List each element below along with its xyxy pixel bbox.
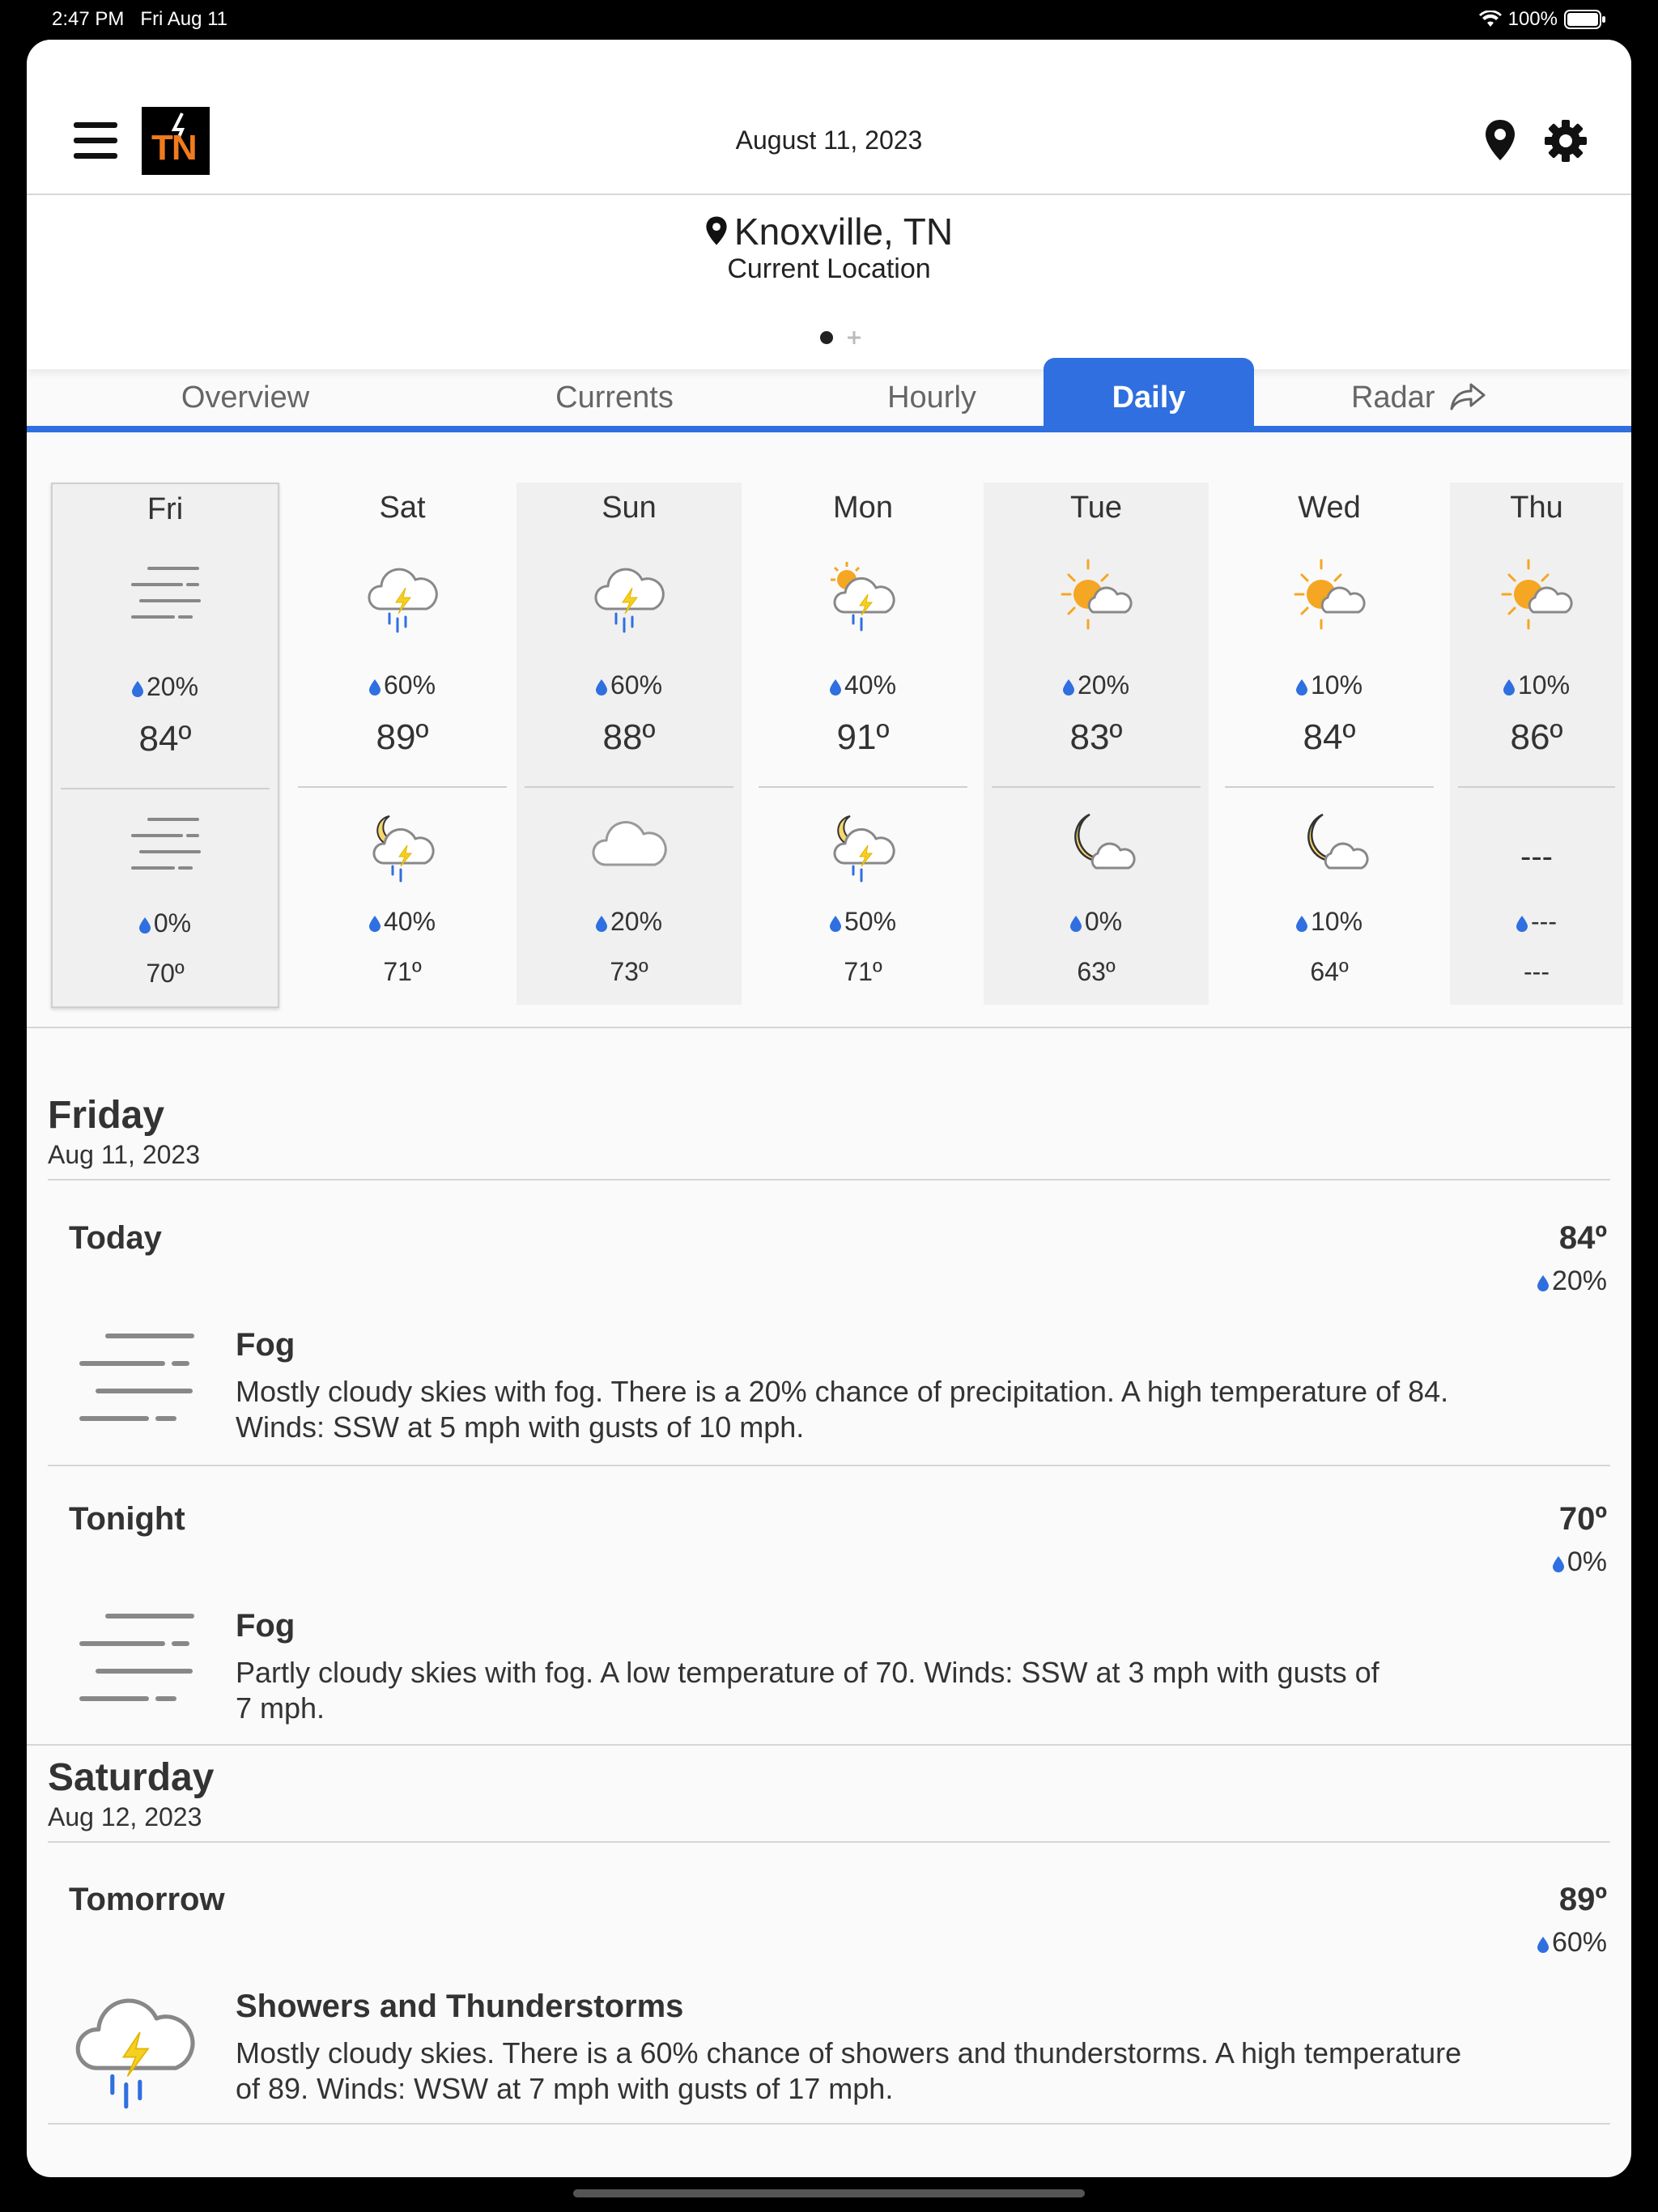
raindrop-icon <box>596 916 607 932</box>
day-date: Aug 11, 2023 <box>48 1140 201 1169</box>
day-precip: 40% <box>750 670 976 700</box>
fog-icon <box>125 808 206 889</box>
raindrop-icon <box>1553 1556 1564 1572</box>
raindrop-icon <box>830 916 841 932</box>
night-icon-placeholder: --- <box>1520 839 1553 874</box>
raindrop-icon <box>1296 679 1307 696</box>
night-precip: 0% <box>984 907 1209 937</box>
divider <box>48 1465 1610 1466</box>
high-temp: 83º <box>1069 717 1123 757</box>
low-temp: 64º <box>1310 957 1349 986</box>
wifi-icon <box>1479 11 1502 28</box>
night-precip: 0% <box>53 908 278 938</box>
divider <box>1458 786 1615 788</box>
day-name: Mon <box>833 491 893 525</box>
raindrop-icon <box>1070 916 1082 932</box>
tab-overview[interactable]: Overview <box>181 381 310 415</box>
day-column-fri[interactable] <box>51 483 279 1008</box>
day-column-sat[interactable] <box>290 483 515 1005</box>
day-heading: Friday <box>48 1094 165 1137</box>
day-name: Sat <box>379 491 426 525</box>
raindrop-icon <box>139 917 151 934</box>
thunderstorm-icon <box>66 1977 203 2115</box>
battery-icon <box>1564 10 1606 29</box>
location-header[interactable] <box>27 195 1631 369</box>
raindrop-icon <box>369 916 380 932</box>
condition-title: Showers and Thunderstorms <box>236 1989 684 2024</box>
raindrop-icon <box>596 679 607 696</box>
low-temp: 63º <box>1077 957 1116 986</box>
period-temp: 89º <box>1558 1882 1607 1917</box>
day-precip: 10% <box>1450 670 1623 700</box>
low-temp: 70º <box>146 959 185 988</box>
low-temp: --- <box>1524 957 1550 986</box>
condition-description: Mostly cloudy skies with fog. There is a 20% chance of precipitation. A high temperature of 84. Winds: SSW at 5 mph with gusts of 10 mph. <box>236 1375 1449 1444</box>
high-temp: 84º <box>1303 717 1356 757</box>
day-precip: 60% <box>517 670 742 700</box>
status-right <box>1479 8 1606 31</box>
condition-description: Mostly cloudy skies. There is a 60% chance of showers and thunderstorms. A high temperature of 89. Winds: WSW at 7 mph with gusts of 17 mph. <box>236 2036 1462 2105</box>
tab-radar[interactable] <box>1290 358 1549 426</box>
period-precip: 20% <box>1537 1266 1607 1297</box>
period-label: Tonight <box>69 1501 185 1537</box>
page-indicator[interactable] <box>818 328 867 347</box>
divider <box>525 786 733 788</box>
divider <box>298 786 507 788</box>
divider <box>48 1179 1610 1180</box>
location-subtitle: Current Location <box>727 253 931 284</box>
day-heading: Saturday <box>48 1756 215 1799</box>
tab-underline <box>27 426 1631 432</box>
day-precip: 60% <box>290 670 515 700</box>
tab-bar <box>27 358 1631 429</box>
day-name: Wed <box>1298 491 1361 525</box>
night-precip: 50% <box>750 907 976 937</box>
divider <box>1225 786 1434 788</box>
raindrop-icon <box>830 679 841 696</box>
period-precip: 60% <box>1537 1927 1607 1959</box>
condition-title: Fog <box>236 1327 295 1363</box>
location-city: Knoxville, TN <box>27 210 1631 253</box>
divider <box>48 1841 1610 1843</box>
tab-radar-label: Radar <box>1350 381 1435 415</box>
condition-description: Partly cloudy skies with fog. A low temperature of 70. Winds: SSW at 3 mph with gusts of 7 mph. <box>236 1656 1380 1725</box>
day-name: Tue <box>1069 491 1123 525</box>
high-temp: 84º <box>138 719 192 759</box>
period-temp: 84º <box>1558 1220 1607 1256</box>
raindrop-icon <box>1537 1937 1549 1953</box>
divider <box>48 2123 1610 2125</box>
high-temp: 91º <box>836 717 890 757</box>
night-precip: 40% <box>290 907 515 937</box>
partly-sunny-icon <box>1289 555 1370 636</box>
day-date: Aug 12, 2023 <box>48 1802 202 1831</box>
app-bar <box>27 40 1631 195</box>
raindrop-icon <box>1503 679 1515 696</box>
divider <box>992 786 1201 788</box>
raindrop-icon <box>1063 679 1074 696</box>
battery-percent: 100% <box>1507 8 1558 30</box>
high-temp: 89º <box>376 717 429 757</box>
period-precip: 0% <box>1553 1546 1607 1578</box>
day-precip: 10% <box>1217 670 1442 700</box>
status-bar <box>0 0 1658 39</box>
period-label: Tomorrow <box>69 1882 225 1917</box>
partly-cloudy-night-icon <box>1289 806 1370 887</box>
condition-title: Fog <box>236 1608 295 1644</box>
fog-icon <box>66 1598 203 1736</box>
partly-sunny-icon <box>1056 555 1137 636</box>
period-label: Today <box>69 1220 162 1256</box>
night-thunderstorm-icon <box>362 806 443 887</box>
day-column-tue[interactable] <box>984 483 1209 1005</box>
low-temp: 73º <box>610 957 648 986</box>
raindrop-icon <box>1296 916 1307 932</box>
tab-hourly[interactable]: Hourly <box>887 381 976 415</box>
period-temp: 70º <box>1558 1501 1607 1537</box>
raindrop-icon <box>1537 1275 1549 1291</box>
day-name: Sun <box>602 491 657 525</box>
high-temp: 88º <box>602 717 656 757</box>
sun-thunderstorm-icon <box>823 555 903 636</box>
home-indicator[interactable] <box>573 2189 1085 2197</box>
fog-icon <box>66 1318 203 1456</box>
divider <box>759 786 967 788</box>
logo-text: TN <box>151 128 196 168</box>
night-precip: --- <box>1450 907 1623 937</box>
share-arrow-icon <box>1448 381 1487 410</box>
night-thunderstorm-icon <box>823 806 903 887</box>
page-title: August 11, 2023 <box>735 125 923 155</box>
status-time: 2:47 PM Fri Aug 11 <box>52 8 228 30</box>
day-name: Fri <box>147 492 184 526</box>
day-column-wed[interactable] <box>1217 483 1442 1005</box>
partly-cloudy-night-icon <box>1056 806 1137 887</box>
tab-daily[interactable]: Daily <box>1044 358 1254 426</box>
raindrop-icon <box>132 681 143 697</box>
app-window <box>27 40 1631 2177</box>
low-temp: 71º <box>844 957 882 986</box>
cloud-icon <box>589 806 670 887</box>
location-pin-icon[interactable] <box>1484 118 1516 162</box>
raindrop-icon <box>1516 916 1528 932</box>
day-column-thu[interactable] <box>1450 483 1623 1005</box>
fog-icon <box>125 557 206 638</box>
night-precip: 10% <box>1217 907 1442 937</box>
day-precip: 20% <box>984 670 1209 700</box>
high-temp: 86º <box>1510 717 1563 757</box>
tab-currents[interactable]: Currents <box>555 381 674 415</box>
day-name: Thu <box>1510 491 1563 525</box>
night-precip: 20% <box>517 907 742 937</box>
day-column-sun[interactable] <box>517 483 742 1005</box>
day-column-mon[interactable] <box>750 483 976 1005</box>
raindrop-icon <box>369 679 380 696</box>
strip-divider <box>27 1027 1631 1028</box>
divider <box>27 1744 1631 1746</box>
gear-icon[interactable] <box>1543 118 1588 164</box>
low-temp: 71º <box>383 957 422 986</box>
divider <box>61 788 270 789</box>
location-pin-icon <box>705 215 728 246</box>
day-precip: 20% <box>53 672 278 702</box>
thunderstorm-icon <box>362 555 443 636</box>
partly-sunny-icon <box>1496 555 1577 636</box>
thunderstorm-icon <box>589 555 670 636</box>
